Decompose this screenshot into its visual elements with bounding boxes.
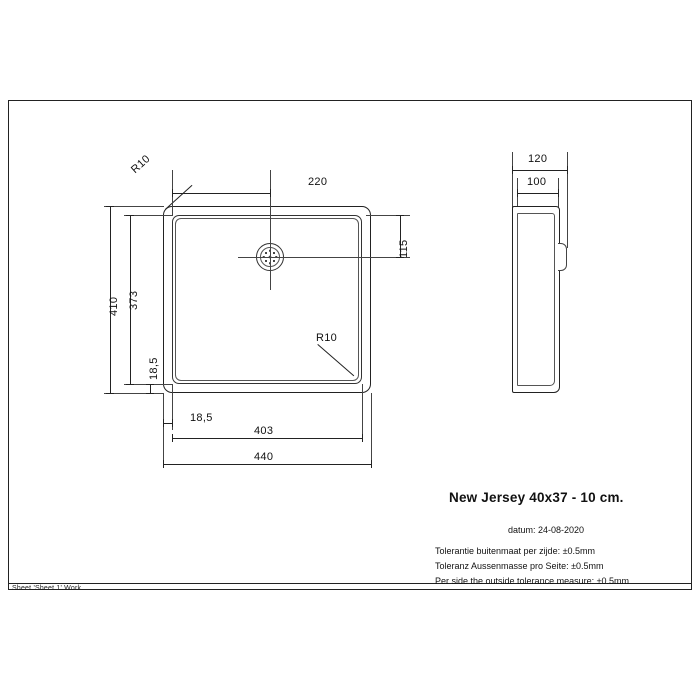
dimension-label-403: 403 xyxy=(254,425,274,437)
dimline-220 xyxy=(172,193,270,194)
tick-115-top xyxy=(396,215,404,216)
tick-100-right xyxy=(558,189,559,197)
tick-offset-v-top xyxy=(146,384,154,385)
sink-side-inner xyxy=(517,213,555,386)
dimension-label-offset-horizontal: 18,5 xyxy=(190,412,213,424)
dimline-440 xyxy=(163,464,371,465)
tolerance-note-de: Toleranz Aussenmasse pro Seite: ±0.5mm xyxy=(435,561,604,571)
ext-120-left xyxy=(512,152,513,208)
dimline-403 xyxy=(172,438,362,439)
tick-offset-h-left xyxy=(163,419,164,427)
tick-373-bottom xyxy=(126,384,134,385)
tick-440-left xyxy=(163,460,164,468)
dimension-label-115: 115 xyxy=(398,239,410,258)
tick-120-left xyxy=(512,166,513,174)
tick-120-right xyxy=(567,166,568,174)
ext-220-right xyxy=(270,170,271,230)
dimension-label-373: 373 xyxy=(128,290,140,310)
ext-440-right xyxy=(371,393,372,465)
tick-410-bottom xyxy=(106,393,114,394)
dimline-100 xyxy=(517,193,558,194)
tolerance-note-en: Per side the outside tolerance measure: ±0.5mm xyxy=(435,576,630,586)
tick-403-right xyxy=(362,434,363,442)
tick-403-left xyxy=(172,434,173,442)
tick-offset-v-bottom xyxy=(146,393,154,394)
ext-115-bottom xyxy=(288,257,410,258)
tick-100-left xyxy=(517,189,518,197)
tick-440-right xyxy=(371,460,372,468)
dimline-120 xyxy=(512,170,567,171)
tick-220-right xyxy=(270,189,271,197)
sink-side-drain-boss xyxy=(558,243,567,271)
dimension-label-440: 440 xyxy=(254,451,274,463)
radius-label-bottom-right: R10 xyxy=(316,332,338,344)
dimline-offset-horizontal xyxy=(163,423,172,424)
dimension-label-120: 120 xyxy=(528,153,548,165)
ext-403-right xyxy=(362,384,363,440)
sheet-label: Sheet 'Sheet 1' Work xyxy=(12,585,82,592)
dimline-offset-vertical xyxy=(150,384,151,393)
tolerance-note-nl: Tolerantie buitenmaat per zijde: ±0.5mm xyxy=(435,546,596,556)
tick-offset-h-right xyxy=(172,419,173,427)
drain-centerline-vertical xyxy=(270,228,271,290)
dimension-label-offset-vertical: 18,5 xyxy=(148,357,160,380)
dimension-label-410: 410 xyxy=(108,296,120,316)
tick-373-top xyxy=(126,215,134,216)
tick-410-top xyxy=(106,206,114,207)
dimension-label-220: 220 xyxy=(308,176,328,188)
radius-label-top-left: R10 xyxy=(129,152,153,176)
product-title: New Jersey 40x37 - 10 cm. xyxy=(449,490,624,505)
drawing-date: datum: 24-08-2020 xyxy=(508,525,585,535)
tick-220-left xyxy=(172,189,173,197)
dimension-label-100: 100 xyxy=(527,176,547,188)
